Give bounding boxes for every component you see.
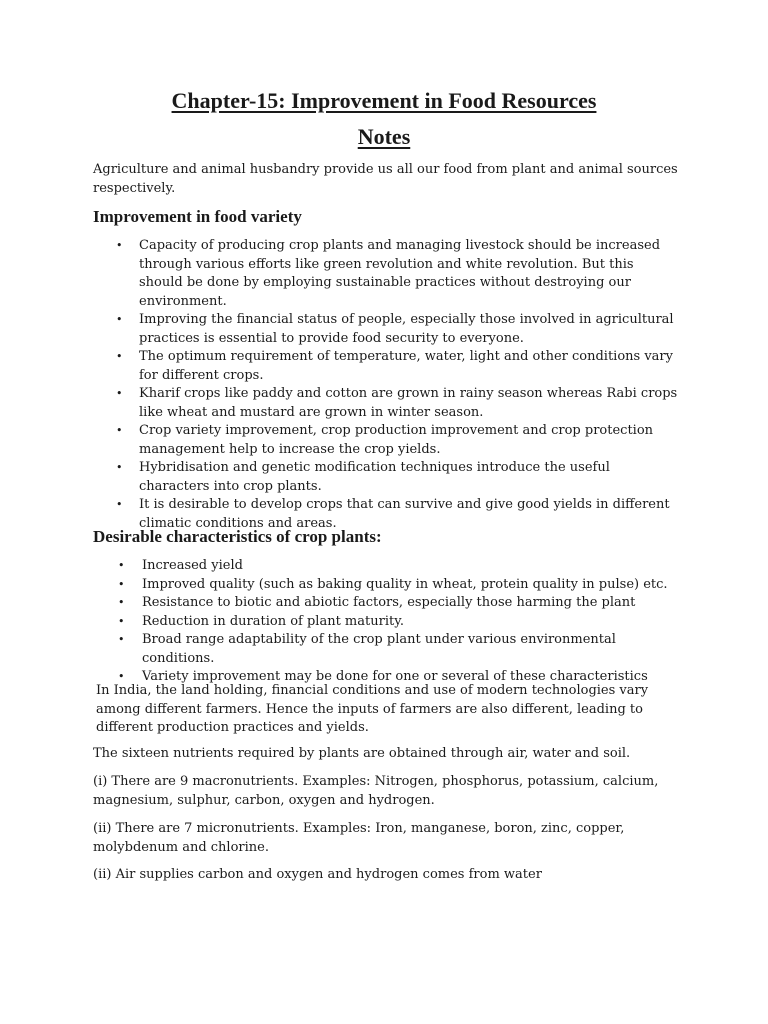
list-item-text: Increased yield [142,558,243,573]
bullet-icon: • [118,577,125,591]
food-variety-list [116,237,679,533]
list-item [118,557,682,576]
list-item [118,576,682,595]
list-item-text: Variety improvement may be done for one or several of these characteristics [142,669,648,684]
bullet-icon: • [118,614,125,628]
list-item [116,459,679,496]
intro-paragraph: Agriculture and animal husbandry provide us all our food from plant and animal sources respectively. [93,162,678,196]
list-item-text: Hybridisation and genetic modification techniques introduce the useful characters into crop plants. [139,460,610,494]
section-heading-food-variety: Improvement in food variety [93,207,302,226]
page-subtitle: Notes [357,124,411,149]
bullet-icon: • [118,559,125,572]
bullet-icon: • [116,498,123,511]
list-item-text: It is desirable to develop crops that can survive and give good yields in different climatic conditions and areas. [139,497,670,531]
bullet-icon: • [116,239,123,252]
list-item-text: Capacity of producing crop plants and managing livestock should be increased through various efforts like green revolution and white revolution. But this should be done by employing sustainable practices without destroying our environment. [139,238,661,309]
desirable-characteristics-list [118,557,682,687]
page-title: Chapter-15: Improvement in Food Resources [171,88,597,113]
list-item [116,348,679,385]
list-item-text: Improving the financial status of people, especially those involved in agricultural practices is essential to provide food security to everyone. [139,312,674,346]
list-item [116,385,679,422]
air-water-paragraph: (ii) Air supplies carbon and oxygen and hydrogen comes from water [93,867,542,882]
india-paragraph: In India, the land holding, financial conditions and use of modern technologies vary among different farmers. Hence the inputs of farmers are also different, leading to different production practices and yields. [96,683,649,735]
bullet-icon: • [116,424,123,437]
list-item [118,613,682,632]
list-item-text: Resistance to biotic and abiotic factors, especially those harming the plant [142,595,636,610]
bullet-icon: • [116,313,123,326]
micronutrients-paragraph: (ii) There are 7 micronutrients. Examples: Iron, manganese, boron, zinc, copper, molybdenum and chlorine. [93,821,625,855]
bullet-icon: • [116,387,123,400]
list-item [118,631,682,668]
list-item [118,594,682,613]
macronutrients-paragraph: (i) There are 9 macronutrients. Examples: Nitrogen, phosphorus, potassium, calcium, magnesium, sulphur, carbon, oxygen and hydrogen. [93,774,659,808]
bullet-icon: • [118,633,125,646]
list-item-text: Kharif crops like paddy and cotton are grown in rainy season whereas Rabi crops like wheat and mustard are grown in winter season. [139,386,678,420]
list-item [116,311,679,348]
list-item [116,237,679,311]
bullet-icon: • [118,596,125,609]
list-item-text: The optimum requirement of temperature, water, light and other conditions vary for different crops. [139,349,673,383]
nutrients-paragraph: The sixteen nutrients required by plants are obtained through air, water and soil. [93,746,631,761]
list-item-text: Broad range adaptability of the crop plant under various environmental conditions. [142,632,616,666]
bullet-icon: • [116,350,123,363]
bullet-icon: • [118,670,125,683]
list-item-text: Reduction in duration of plant maturity. [142,613,404,629]
list-item-text: Crop variety improvement, crop production improvement and crop protection management help to increase the crop yields. [139,423,654,457]
list-item-text: Improved quality (such as baking quality in wheat, protein quality in pulse) etc. [142,576,668,592]
bullet-icon: • [116,461,123,474]
list-item [116,422,679,459]
section-heading-desirable-characteristics: Desirable characteristics of crop plants: [93,527,382,546]
